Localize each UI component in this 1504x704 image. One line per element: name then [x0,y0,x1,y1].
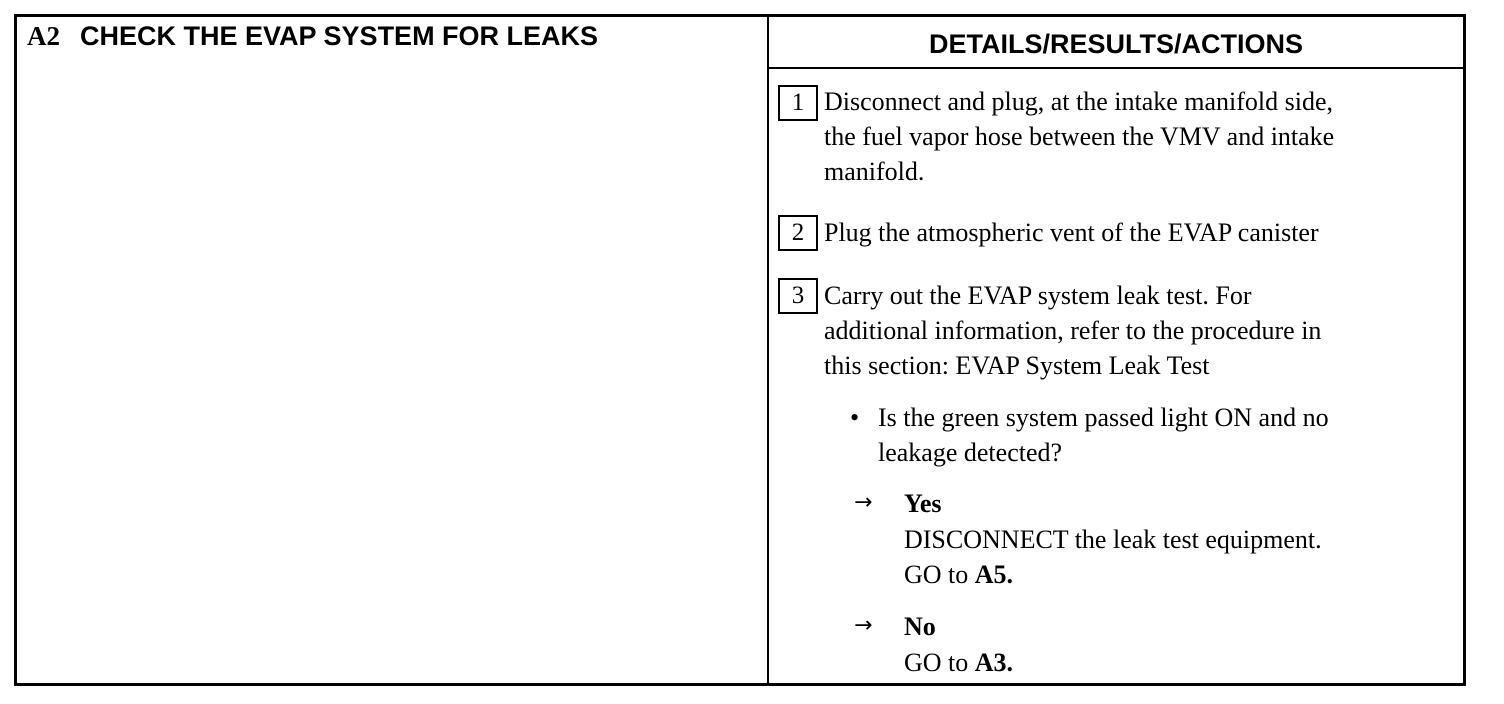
column-divider [767,17,769,683]
answer-yes-text [904,522,1444,592]
arrow-right-icon: → [854,613,873,638]
goto-target: A3. [974,648,1014,677]
text-line: the fuel vapor hose between the VMV and intake [824,122,1335,151]
text-line: this section: EVAP System Leak Test [824,351,1210,380]
step-title: CHECK THE EVAP SYSTEM FOR LEAKS [80,21,599,51]
header-rule [769,67,1463,69]
goto-target: A5. [974,560,1014,589]
text-line: Plug the atmospheric vent of the EVAP canister [824,218,1319,247]
goto-line [904,557,1444,592]
arrow-right-icon: → [854,490,873,515]
substep-text-1 [824,84,1444,189]
text-line: manifold. [824,157,925,186]
goto-prefix: GO to [904,560,975,589]
answer-no-text [904,645,1444,680]
text-line: additional information, refer to the procedure in [824,316,1322,345]
text-line: Is the green system passed light ON and no [878,403,1329,432]
substep-text-2 [824,215,1444,250]
substep-number-2: 2 [778,215,818,251]
text-line: DISCONNECT the leak test equipment. [904,525,1322,554]
answer-no-label: No [904,612,936,641]
text-line: Disconnect and plug, at the intake manifold side, [824,87,1334,116]
bullet-icon: • [850,403,860,432]
text-line: Carry out the EVAP system leak test. For [824,281,1252,310]
goto-line [904,645,1444,680]
text-line: leakage detected? [878,438,1063,467]
step-heading [27,21,598,52]
answer-yes-label: Yes [904,489,942,518]
question-text [878,400,1438,470]
substep-text-3 [824,278,1444,383]
substep-number-3: 3 [778,278,818,314]
column-header: DETAILS/RESULTS/ACTIONS [928,29,1303,59]
goto-prefix: GO to [904,648,975,677]
substep-number-1: 1 [778,85,818,121]
step-id: A2 [27,21,60,51]
